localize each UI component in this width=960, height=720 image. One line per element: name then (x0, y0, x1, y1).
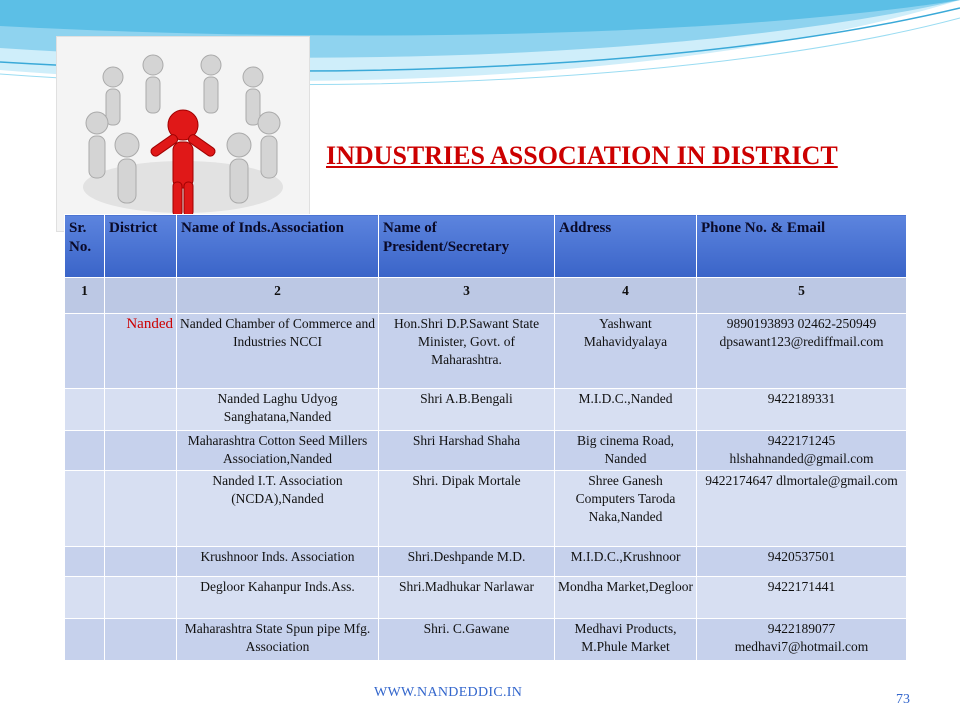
sr-no-cell (65, 471, 105, 547)
address-cell: Medhavi Products, M.Phule Market (555, 619, 697, 661)
association-cell: Nanded Laghu Udyog Sanghatana,Nanded (177, 389, 379, 431)
association-cell: Nanded Chamber of Commerce and Industries NCCI (177, 314, 379, 389)
sr-no-cell (65, 314, 105, 389)
column-number: 2 (177, 278, 379, 314)
phone-cell: 9422189077 medhavi7@hotmail.com (697, 619, 907, 661)
header-president: Name of President/Secretary (379, 215, 555, 278)
table-row (65, 314, 907, 389)
district-cell (105, 619, 177, 661)
associations-table (64, 214, 907, 661)
district-cell (105, 389, 177, 431)
district-cell: Nanded (105, 314, 177, 389)
table-row (65, 431, 907, 471)
column-number: 5 (697, 278, 907, 314)
table-row (65, 619, 907, 661)
address-cell: Mondha Market,Degloor (555, 577, 697, 619)
president-cell: Shri.Madhukar Narlawar (379, 577, 555, 619)
president-cell: Shri. Dipak Mortale (379, 471, 555, 547)
phone-cell: 9422174647 dlmortale@gmail.com (697, 471, 907, 547)
association-cell: Maharashtra Cotton Seed Millers Association,Nanded (177, 431, 379, 471)
address-cell: Shree Ganesh Computers Taroda Naka,Nanded (555, 471, 697, 547)
association-cell: Nanded I.T. Association (NCDA),Nanded (177, 471, 379, 547)
header-sr-no: Sr. No. (65, 215, 105, 278)
phone-cell: 9422171441 (697, 577, 907, 619)
table-row (65, 547, 907, 577)
header-address: Address (555, 215, 697, 278)
column-number: 4 (555, 278, 697, 314)
sr-no-cell (65, 619, 105, 661)
table-row (65, 577, 907, 619)
header-phone-email: Phone No. & Email (697, 215, 907, 278)
column-number: 3 (379, 278, 555, 314)
address-cell: Yashwant Mahavidyalaya (555, 314, 697, 389)
association-cell: Krushnoor Inds. Association (177, 547, 379, 577)
phone-cell: 9420537501 (697, 547, 907, 577)
district-cell (105, 547, 177, 577)
district-cell (105, 431, 177, 471)
header-district: District (105, 215, 177, 278)
column-number-row (65, 278, 907, 314)
header-association: Name of Inds.Association (177, 215, 379, 278)
address-cell: M.I.D.C.,Krushnoor (555, 547, 697, 577)
district-cell (105, 577, 177, 619)
district-cell (105, 471, 177, 547)
phone-cell: 9422189331 (697, 389, 907, 431)
president-cell: Shri Harshad Shaha (379, 431, 555, 471)
president-cell: Shri. C.Gawane (379, 619, 555, 661)
column-number: 1 (65, 278, 105, 314)
table-row (65, 389, 907, 431)
address-cell: M.I.D.C.,Nanded (555, 389, 697, 431)
president-cell: Shri.Deshpande M.D. (379, 547, 555, 577)
president-cell: Shri A.B.Bengali (379, 389, 555, 431)
association-cell: Degloor Kahanpur Inds.Ass. (177, 577, 379, 619)
sr-no-cell (65, 389, 105, 431)
table-row (65, 471, 907, 547)
phone-cell: 9422171245 hlshahnanded@gmail.com (697, 431, 907, 471)
sr-no-cell (65, 547, 105, 577)
footer-website: WWW.NANDEDDIC.IN (374, 685, 523, 700)
president-cell: Hon.Shri D.P.Sawant State Minister, Govt. of Maharashtra. (379, 314, 555, 389)
association-cell: Maharashtra State Spun pipe Mfg. Association (177, 619, 379, 661)
sr-no-cell (65, 431, 105, 471)
page-number: 73 (896, 692, 910, 707)
teamwork-clipart (56, 36, 310, 232)
sr-no-cell (65, 577, 105, 619)
phone-cell: 9890193893 02462-250949 dpsawant123@rediffmail.com (697, 314, 907, 389)
slide-title: INDUSTRIES ASSOCIATION IN DISTRICT (326, 141, 838, 170)
address-cell: Big cinema Road, Nanded (555, 431, 697, 471)
column-number-blank (105, 278, 177, 314)
table-header-row (65, 215, 907, 278)
